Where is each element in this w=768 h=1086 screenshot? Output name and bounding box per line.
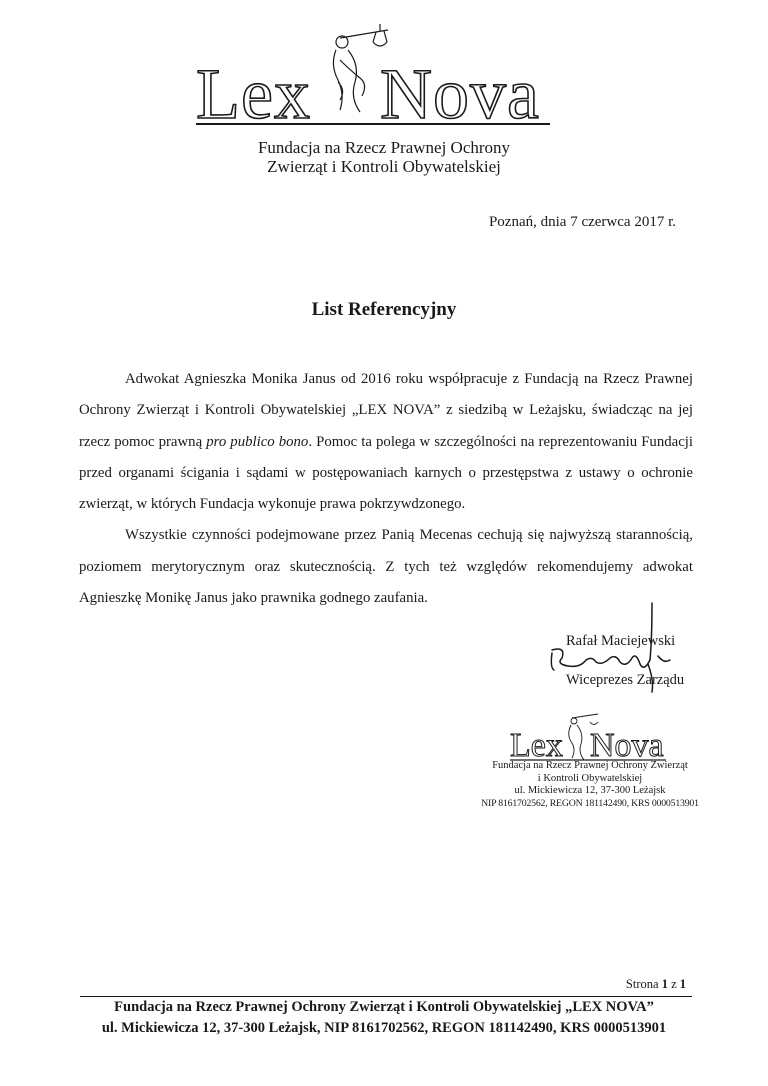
footer-line-2: ul. Mickiewicza 12, 37-300 Leżajsk, NIP 8161702562, REGON 181142490, KRS 0000513901 <box>101 1020 667 1036</box>
stamp-line-4: NIP 8161702562, REGON 181142490, KRS 0000513901 <box>481 797 699 809</box>
page-separator: z <box>671 977 677 991</box>
letter-body <box>79 364 693 614</box>
stamp-line-2: i Kontroli Obywatelskiej <box>537 772 643 784</box>
footer <box>0 997 768 1039</box>
logo-word-lex: Lex <box>196 54 311 134</box>
logo-word-nova: Nova <box>380 54 540 134</box>
stamp-word-nova: Nova <box>590 727 664 764</box>
page-total: 1 <box>679 977 686 991</box>
stamp-line-3: ul. Mickiewicza 12, 37-300 Leżajsk <box>514 785 666 796</box>
subtitle-line-1: Fundacja na Rzecz Prawnej Ochrony <box>257 138 511 157</box>
footer-line-1: Fundacja na Rzecz Prawnej Ochrony Zwierząt i Kontroli Obywatelskiej „LEX NOVA” <box>114 999 654 1015</box>
paragraph-1 <box>79 364 693 520</box>
paragraph-2: Wszystkie czynności podejmowane przez Panią Mecenas cechują się najwyższą starannością, poziomem merytorycznym oraz skutecznością. Z tych też względów rekomendujemy adwokat Agnieszkę Monikę Janus jako prawnika godnego zaufania. <box>79 527 693 607</box>
stamp-word-lex: Lex <box>510 727 563 764</box>
signer-name: Rafał Maciejewski <box>566 633 676 649</box>
place-date: Poznań, dnia 7 czerwca 2017 r. <box>488 214 676 230</box>
paragraph-1-emphasis: pro publico bono <box>206 433 309 450</box>
handwritten-signature <box>540 598 690 693</box>
paragraph-1-text-a: Adwokat Agnieszka Monika Janus od 2016 roku współpracuje z Fundacją na Rzecz Prawnej Ochrony Zwierząt i Kontroli Obywatelskiej „LEX NOVA” z siedzibą w Leżajsku, świadcząc na jej rzecz pomoc prawną <box>79 371 693 450</box>
page-number <box>626 977 686 992</box>
paragraph-1-text-b: . Pomoc ta polega w szczególności na reprezentowaniu Fundacji przed organami ścigania i sądami w postępowaniach karnych o przestępstwa z ustawy o ochronie zwierząt, w których Fundacja wykonuje prawa pokrzywdzonego. <box>79 433 693 513</box>
lex-nova-logo <box>190 20 560 140</box>
page-current: 1 <box>661 977 668 991</box>
foundation-subtitle <box>0 138 768 176</box>
document-title: List Referencyjny <box>311 299 457 320</box>
subtitle-line-2: Zwierząt i Kontroli Obywatelskiej <box>267 157 501 176</box>
page-label: Strona <box>625 977 659 991</box>
signer-role: Wiceprezes Zarządu <box>566 672 685 688</box>
stamp-line-1: Fundacja na Rzecz Prawnej Ochrony Zwierząt <box>492 760 688 771</box>
stamp-text <box>460 760 720 810</box>
